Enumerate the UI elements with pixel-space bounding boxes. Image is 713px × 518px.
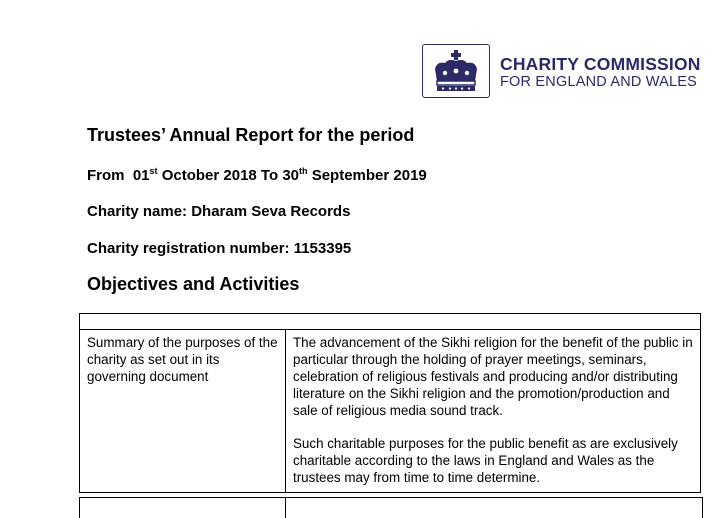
- purposes-label-cell: Summary of the purposes of the charity as set out in its governing document: [79, 330, 285, 492]
- period-start-day: 01: [132, 167, 150, 184]
- objectives-heading: Objectives and Activities: [87, 274, 300, 294]
- org-name-line1: CHARITY COMMISSION: [500, 54, 701, 74]
- crown-crest: [422, 44, 490, 98]
- report-title: Trustees’ Annual Report for the period: [87, 125, 415, 145]
- table-row: [79, 330, 701, 493]
- registration-number: Charity registration number: 1153395: [87, 240, 352, 257]
- charity-name: Charity name: Dharam Seva Records: [87, 203, 351, 220]
- next-table-row: [79, 497, 703, 518]
- period-end-suffix: th: [299, 166, 308, 176]
- period-start-suffix: st: [149, 166, 158, 176]
- column-divider: [285, 498, 286, 518]
- report-period: [87, 166, 427, 184]
- table-header-row: [79, 314, 701, 330]
- period-start-rest: October 2018 To: [161, 167, 279, 184]
- objectives-table: [79, 313, 701, 493]
- crown-icon: [429, 49, 483, 93]
- purposes-text-cell: [285, 330, 701, 492]
- period-end-day: 30: [282, 167, 300, 184]
- period-from-label: From: [87, 167, 125, 184]
- org-name-line2: FOR ENGLAND AND WALES: [500, 74, 698, 90]
- charity-commission-logo: [422, 44, 701, 100]
- purposes-paragraph-1: The advancement of the Sikhi religion for the benefit of the public in particular through the holding of prayer meetings, seminars, celebration of religious festivals and producing and/or distributing literature on the Sikhi religion and the promotion/production and sale of religious media sound track.: [293, 335, 693, 418]
- purposes-paragraph-2: Such charitable purposes for the public benefit as are exclusively charitable according to the laws in England and Wales as the trustees may from time to time determine.: [293, 436, 678, 485]
- period-end-rest: September 2019: [311, 167, 427, 184]
